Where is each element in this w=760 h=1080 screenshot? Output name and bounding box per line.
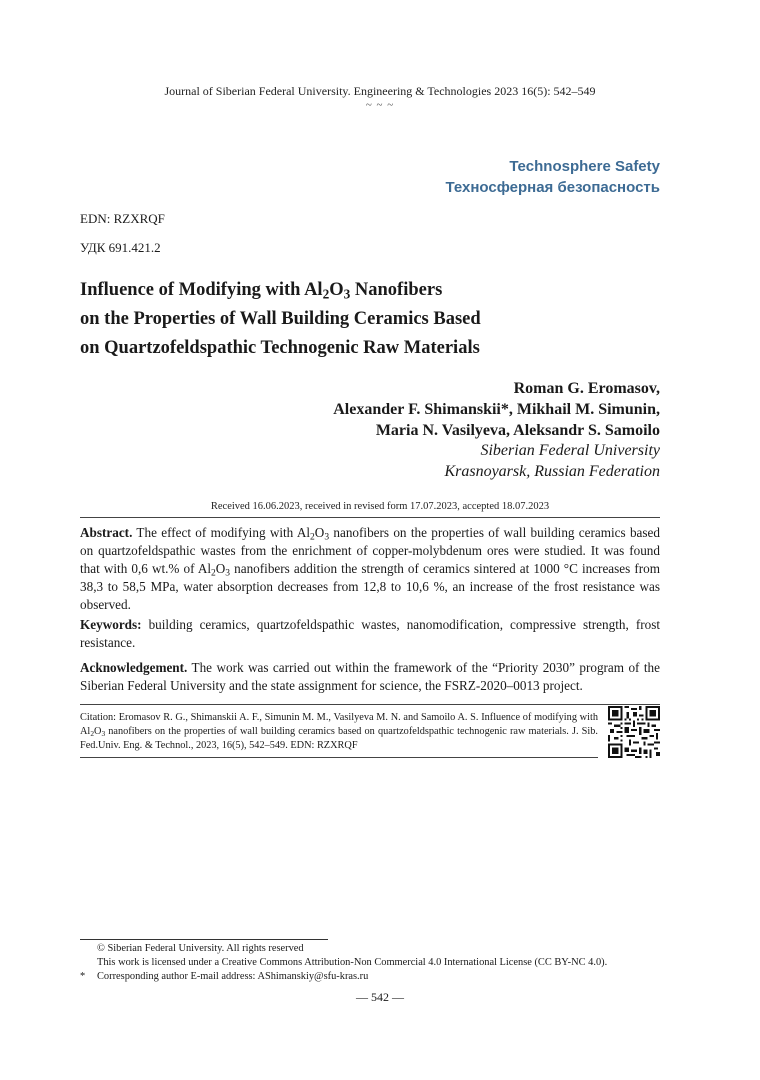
footnote-corresponding-author: Corresponding author E-mail address: AShimanskiy@sfu-kras.ru (97, 971, 369, 982)
author-list (333, 378, 660, 441)
footnote-star-marker: * (80, 971, 86, 982)
journal-header: Journal of Siberian Federal University. Engineering & Technologies 2023 16(5): 542–549 (164, 84, 596, 98)
keywords: Keywords: building ceramics, quartzofeldspathic wastes, nanomodification, compressive strength, frost resistance. (80, 617, 660, 650)
divider-top (80, 517, 660, 518)
paper-title (80, 276, 680, 363)
title-line-1: Influence of Modifying with $Al_2O_3$ Nanofibers (80, 280, 443, 302)
title-line-2: on the Properties of Wall Building Ceramics Based (80, 309, 481, 329)
affiliation (444, 440, 660, 482)
acknowledgement: Acknowledgement. The work was carried out within the framework of the “Priority 2030” program of the Siberian Federal University and the state assignment for science, the FSRZ-2020–0013 project. (80, 660, 660, 693)
affiliation-city: Krasnoyarsk, Russian Federation (444, 463, 660, 480)
page-number: — 542 — (356, 990, 404, 1004)
abstract: Abstract. The effect of modifying with $Al_2O_3$ nanofibers on the properties of wall building ceramics based on quartzofeldspathic wastes from the enrichment of copper-molybdenum ores were studied. It was found that with 0,6 wt.% of $Al_2O_3$ nanofibers addition the strength of ceramics sintered at 1000 °C increases from 38,3 to 58,5 MPa, water absorption decreases from 12,8 to 10,6 %, an increase of the frost resistance was observed. (80, 525, 660, 612)
footnote-license: This work is licensed under a Creative Commons Attribution-Non Commercial 4.0 International License (CC BY-NC 4.0). (97, 957, 608, 968)
author-line-1: Roman G. Eromasov, (513, 380, 660, 397)
received-dates: Received 16.06.2023, received in revised form 17.07.2023, accepted 18.07.2023 (210, 501, 550, 512)
author-line-2: Alexander F. Shimanskii*, Mikhail M. Simunin, (333, 401, 660, 418)
section-title-english: Technosphere Safety (509, 158, 660, 175)
edn-code: EDN: RZXRQF (80, 211, 165, 226)
udk-code: УДК 691.421.2 (80, 240, 161, 255)
author-line-3: Maria N. Vasilyeva, Aleksandr S. Samoilo (375, 422, 660, 439)
section-title-russian: Техносферная безопасность (445, 179, 660, 196)
footnote-divider (80, 939, 328, 940)
qr-code-icon[interactable] (608, 706, 660, 758)
footnote-copyright: © Siberian Federal University. All rights reserved (97, 943, 304, 954)
citation: Citation: Eromasov R. G., Shimanskii A. F., Simunin M. M., Vasilyeva M. N. and Samoilo A. S. Influence of modifying with $Al_2O_3$ nanofibers on the properties of wall building ceramics based on quartzofeldspathic technogenic raw materials. J. Sib. Fed.Univ. Eng. & Technol., 2023, 16(5), 542–549. EDN: RZXRQF (80, 712, 598, 751)
divider-citation-top (80, 704, 660, 705)
affiliation-university: Siberian Federal University (480, 442, 660, 459)
title-line-3: on Quartzofeldspathic Technogenic Raw Materials (80, 338, 480, 358)
divider-citation-bottom (80, 757, 598, 758)
header-ornament: ~ ~ ~ (365, 99, 395, 111)
